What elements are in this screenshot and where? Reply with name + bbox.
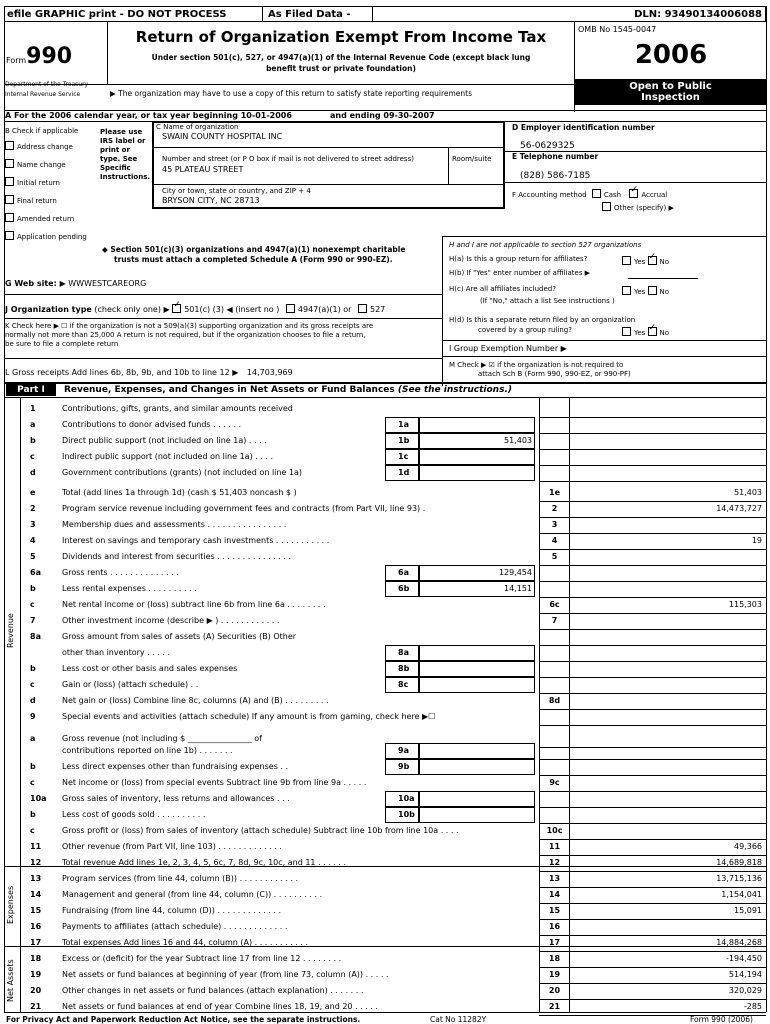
form-subtitle-2: benefit trust or private foundation) — [266, 64, 416, 73]
subline-amount: 14,151 — [504, 584, 532, 593]
line-amount: 1,154,041 — [721, 890, 762, 899]
ein-label: D Employer identification number — [512, 123, 655, 132]
row-number: 16 — [30, 922, 42, 931]
subline-label: 10b — [398, 810, 415, 819]
room-suite-label: Room/suite — [452, 155, 492, 163]
row-description: Contributions to donor advised funds . . . . . . — [62, 420, 242, 429]
subline-label: 8a — [398, 648, 409, 657]
row-number: 8a — [30, 632, 41, 641]
row-number: 4 — [30, 536, 36, 545]
part-1-title: Revenue, Expenses, and Changes in Net Assets or Fund Balances (See the instructions.) — [64, 385, 512, 395]
subline-amount: 129,454 — [498, 568, 532, 577]
open-to-public-box: Open to Public Inspection — [575, 79, 766, 105]
phone-label: E Telephone number — [512, 152, 599, 161]
hd-yes-checkbox[interactable] — [622, 327, 631, 336]
form-title: Return of Organization Exempt From Income Tax — [135, 28, 547, 46]
row-number: 3 — [30, 520, 36, 529]
row-number: 10a — [30, 794, 47, 803]
line-number: 1e — [549, 488, 560, 497]
omb-number: OMB No 1545-0047 — [578, 25, 657, 34]
line-number: 20 — [548, 986, 561, 995]
form-footer: Form 990 (2006) — [690, 1015, 753, 1024]
line-number: 18 — [548, 954, 561, 963]
line-k-3: be sure to file a complete return — [5, 340, 119, 348]
row-number: c — [30, 778, 35, 787]
row-number: b — [30, 762, 36, 771]
row-description: Program service revenue including government fees and contracts (from Part VII, line 93) . — [62, 504, 426, 513]
line-number: 11 — [548, 842, 561, 851]
subline-value-box[interactable] — [419, 449, 535, 465]
row-number: 1 — [30, 404, 36, 413]
row-description: Gross profit or (loss) from sales of inventory (attach schedule) Subtract line 10b from line 10a . . . . — [62, 826, 459, 835]
line-number: 10c — [546, 826, 563, 835]
row-description: Net assets or fund balances at beginning of year (from line 73, column (A)) . . . . . — [62, 970, 389, 979]
row-description: Total (add lines 1a through 1d) (cash $ 51,403 noncash $ ) — [62, 488, 297, 497]
subline-value-box[interactable] — [419, 417, 535, 433]
row-number: b — [30, 664, 36, 673]
4947-checkbox[interactable] — [286, 304, 295, 313]
row-description: Gross sales of inventory, less returns and allowances . . . — [62, 794, 290, 803]
side-label-revenue: Revenue — [6, 613, 15, 648]
row-number: d — [30, 468, 36, 477]
accrual-checkbox[interactable] — [629, 189, 638, 198]
row-description: Payments to affiliates (attach schedule) . . . . . . . . . . . . . — [62, 922, 288, 931]
row-number: 18 — [30, 954, 42, 963]
subline-value-box[interactable] — [419, 645, 535, 661]
ein-value: 56-0629325 — [520, 141, 575, 151]
row-description: Gain or (loss) (attach schedule) . . — [62, 680, 199, 689]
cash-checkbox[interactable] — [592, 189, 601, 198]
line-number: 7 — [551, 616, 558, 625]
row-number: a — [30, 420, 36, 429]
row-description: Fundraising (from line 44, column (D)) . . . . . . . . . . . . . — [62, 906, 282, 915]
line-m-2: attach Sch B (Form 990, 990-EZ, or 990-PF) — [478, 370, 631, 378]
subline-value-box[interactable] — [419, 661, 535, 677]
subline-value-box[interactable] — [419, 759, 535, 775]
subline-label: 1d — [398, 468, 410, 477]
row-description: Less direct expenses other than fundraising expenses . . — [62, 762, 289, 771]
line-number: 12 — [548, 858, 561, 867]
row-description: Government contributions (grants) (not included on line 1a) — [62, 468, 303, 477]
line-number: 3 — [551, 520, 558, 529]
line-m-1: M Check ▶ ☑ if the organization is not required to — [449, 361, 624, 369]
please-use-irs-label: Please use IRS label or print or type. See Specific Instructions. — [100, 128, 151, 181]
h-i-header: H and I are not applicable to section 527 organizations — [449, 241, 642, 249]
irs-label: Internal Revenue Service — [5, 91, 81, 98]
row-description: Total revenue Add lines 1e, 2, 3, 4, 5, 6c, 7, 8d, 9c, 10c, and 11 . . . . . . — [62, 858, 347, 867]
row-number: 13 — [30, 874, 42, 883]
line-number: 5 — [551, 552, 558, 561]
hc-yes-checkbox[interactable] — [622, 286, 631, 295]
line-number: 4 — [551, 536, 558, 545]
line-amount: 51,403 — [734, 488, 762, 497]
row-description: Other changes in net assets or fund balances (attach explanation) . . . . . . . — [62, 986, 364, 995]
subline-value-box[interactable] — [419, 465, 535, 481]
527-checkbox[interactable] — [358, 304, 367, 313]
line-k-1: K Check here ▶ ☐ if the organization is not a 509(a)(3) supporting organization and its gross receipts are — [5, 322, 374, 330]
line-amount: 15,091 — [734, 906, 762, 915]
row-number: 20 — [30, 986, 42, 995]
row-description: Gross revenue (not including $ ________________ of — [62, 734, 263, 743]
line-amount: 14,689,818 — [716, 858, 762, 867]
line-amount: -194,450 — [726, 954, 762, 963]
city-label: City or town, state or country, and ZIP + 4 — [162, 187, 311, 195]
row-description: Contributions, gifts, grants, and similar amounts received — [62, 404, 293, 413]
row-description: Direct public support (not included on line 1a) . . . . — [62, 436, 267, 445]
catalog-number: Cat No 11282Y — [430, 1015, 487, 1024]
row-number: c — [30, 826, 35, 835]
org-name: SWAIN COUNTY HOSPITAL INC — [162, 132, 283, 141]
row-number: b — [30, 436, 36, 445]
section-501-note-2: trusts must attach a completed Schedule A (Form 990 or 990-EZ). — [114, 255, 393, 264]
line-number: 17 — [548, 938, 561, 947]
efile-label: efile GRAPHIC print - DO NOT PROCESS — [7, 9, 227, 20]
line-amount: 13,715,136 — [716, 874, 762, 883]
ha-answers: Yes ✓ No — [622, 256, 669, 266]
gross-receipts: L Gross receipts Add lines 6b, 8b, 9b, and 10b to line 12 ▶ 14,703,969 — [5, 368, 293, 377]
row-number: c — [30, 680, 35, 689]
hc-no-checkbox[interactable] — [648, 286, 657, 295]
subline-label: 10a — [398, 794, 415, 803]
check-final-return[interactable]: Final return — [5, 195, 57, 205]
subline-label: 9a — [398, 746, 409, 755]
form-subtitle-1: Under section 501(c), 527, or 4947(a)(1) of the Internal Revenue Code (except black lung — [151, 53, 531, 62]
hc-note: (If "No," attach a list See instructions ) — [480, 297, 615, 305]
row-description: Special events and activities (attach schedule) If any amount is from gaming, check here ▶☐ — [62, 712, 436, 721]
row-number: 12 — [30, 858, 42, 867]
ha-question: H(a) Is this a group return for affiliates? — [449, 255, 588, 263]
row-description: other than inventory . . . . . — [62, 648, 171, 657]
city-state-zip: BRYSON CITY, NC 28713 — [162, 196, 260, 205]
tax-year: 2006 — [634, 40, 708, 70]
row-description: contributions reported on line 1b) . . . . . . . — [62, 746, 233, 755]
row-description: Program services (from line 44, column (B)) . . . . . . . . . . . . — [62, 874, 299, 883]
row-number: 14 — [30, 890, 42, 899]
hb-question: H(b) If "Yes" enter number of affiliates ▶ — [449, 269, 591, 277]
subline-label: 6b — [398, 584, 410, 593]
row-number: 5 — [30, 552, 36, 561]
line-number: 21 — [548, 1002, 561, 1011]
website: G Web site: ▶ WWWESTCAREORG — [5, 279, 147, 288]
side-label-expenses: Expenses — [6, 885, 15, 924]
line-amount: -285 — [743, 1002, 762, 1011]
row-number: c — [30, 452, 35, 461]
hc-answers: Yes No — [622, 286, 669, 296]
hd-no-checkbox[interactable] — [648, 327, 657, 336]
line-number: 8d — [548, 696, 561, 705]
line-number: 16 — [548, 922, 561, 931]
line-number: 14 — [548, 890, 561, 899]
check-name-change[interactable]: Name change — [5, 159, 66, 169]
row-number: 11 — [30, 842, 42, 851]
line-number: 2 — [551, 504, 558, 513]
row-description: Net rental income or (loss) subtract line 6b from line 6a . . . . . . . . — [62, 600, 326, 609]
hd-answers: Yes ✓ No — [622, 327, 669, 337]
row-description: Gross rents . . . . . . . . . . . . . . — [62, 568, 179, 577]
phone-value: (828) 586-7185 — [520, 171, 591, 181]
line-amount: 14,473,727 — [716, 504, 762, 513]
row-number: b — [30, 810, 36, 819]
row-description: Excess or (deficit) for the year Subtract line 17 from line 12 . . . . . . . . — [62, 954, 342, 963]
subline-label: 8c — [398, 680, 409, 689]
section-501-note-1: ◆ Section 501(c)(3) organizations and 4947(a)(1) nonexempt charitable — [102, 245, 406, 254]
subline-label: 9b — [398, 762, 410, 771]
check-initial-return[interactable]: Initial return — [5, 177, 60, 187]
subline-value-box[interactable] — [419, 743, 535, 759]
row-description: Less rental expenses . . . . . . . . . . — [62, 584, 197, 593]
ha-yes-checkbox[interactable] — [622, 256, 631, 265]
row-number: 9 — [30, 712, 36, 721]
row-number: 19 — [30, 970, 42, 979]
subline-label: 8b — [398, 664, 410, 673]
line-number: 19 — [548, 970, 561, 979]
hd-question-2: covered by a group ruling? — [478, 326, 572, 334]
check-amended-return[interactable]: Amended return — [5, 213, 74, 223]
row-number: b — [30, 584, 36, 593]
row-description: Management and general (from line 44, column (C)) . . . . . . . . . . — [62, 890, 323, 899]
state-reporting-note: ▶ The organization may have to use a copy of this return to satisfy state reporting requirements — [110, 89, 472, 98]
row-description: Dividends and interest from securities . . . . . . . . . . . . . . . — [62, 552, 291, 561]
row-number: 6a — [30, 568, 41, 577]
line-amount: 514,194 — [728, 970, 762, 979]
row-description: Less cost or other basis and sales expenses — [62, 664, 238, 673]
line-number: 6c — [549, 600, 560, 609]
row-number: d — [30, 696, 36, 705]
as-filed-label: As Filed Data - — [268, 9, 351, 20]
side-column-rule — [20, 397, 21, 1012]
check-application-pending[interactable]: Application pending — [5, 231, 87, 241]
part-1-tag: Part I — [6, 384, 56, 396]
line-amount: 14,884,268 — [716, 938, 762, 947]
org-name-label: C Name of organization — [156, 123, 239, 131]
row-description: Net assets or fund balances at end of year Combine lines 18, 19, and 20 . . . . . — [62, 1002, 378, 1011]
check-applicable-label: B Check if applicable — [5, 127, 79, 135]
hd-question-1: H(d) Is this a separate return filed by an organization — [449, 316, 636, 324]
line-amount: 320,029 — [728, 986, 762, 995]
line-amount: 115,303 — [728, 600, 762, 609]
line-amount: 49,366 — [734, 842, 762, 851]
line-a-ending: and ending 09-30-2007 — [330, 111, 435, 120]
organization-type: J Organization type (check only one) ▶ ✓ 501(c) (3) ◀ (insert no ) 4947(a)(1) or 527 — [5, 304, 385, 314]
row-description: Indirect public support (not included on line 1a) . . . . — [62, 452, 274, 461]
row-number: c — [30, 600, 35, 609]
subline-value-box[interactable] — [419, 791, 535, 807]
line-amount: 19 — [751, 536, 762, 545]
side-label-net-assets: Net Assets — [6, 959, 15, 1002]
subline-value-box[interactable] — [419, 677, 535, 693]
dept-treasury: Department of the Treasury — [5, 81, 89, 88]
row-description: Net gain or (loss) Combine line 8c, columns (A) and (B) . . . . . . . . . — [62, 696, 329, 705]
line-number: 9c — [549, 778, 560, 787]
subline-label: 1a — [398, 420, 409, 429]
row-description: Total expenses Add lines 16 and 44, column (A) . . . . . . . . . . . — [62, 938, 309, 947]
row-number: 2 — [30, 504, 36, 513]
row-description: Interest on savings and temporary cash investments . . . . . . . . . . . — [62, 536, 330, 545]
row-number: a — [30, 734, 36, 743]
501c3-checkbox[interactable] — [172, 304, 181, 313]
street-label: Number and street (or P O box if mail is not delivered to street address) — [162, 155, 414, 163]
row-number: 21 — [30, 1002, 42, 1011]
subline-value-box[interactable] — [419, 807, 535, 823]
group-exemption-number: I Group Exemption Number ▶ — [449, 344, 567, 353]
row-description: Less cost of goods sold . . . . . . . . . . — [62, 810, 206, 819]
row-number: e — [30, 488, 36, 497]
privacy-notice: For Privacy Act and Paperwork Reduction Act Notice, see the separate instructions. — [6, 1015, 361, 1024]
other-method[interactable]: Other (specify) ▶ — [602, 202, 674, 212]
row-number: 17 — [30, 938, 42, 947]
line-a-tax-year: A For the 2006 calendar year, or tax year beginning 10-01-2006 — [5, 111, 292, 120]
line-number: 13 — [548, 874, 561, 883]
row-description: Net income or (loss) from special events Subtract line 9b from line 9a . . . . . — [62, 778, 367, 787]
row-description: Membership dues and assessments . . . . . . . . . . . . . . . . — [62, 520, 287, 529]
row-number: 15 — [30, 906, 42, 915]
subline-amount: 51,403 — [504, 436, 532, 445]
row-number: 7 — [30, 616, 36, 625]
line-number: 15 — [548, 906, 561, 915]
street-address: 45 PLATEAU STREET — [162, 165, 244, 174]
line-k-2: normally not more than 25,000 A return is not required, but if the organization chooses to file a return, — [5, 331, 366, 339]
subline-label: 1c — [398, 452, 409, 461]
hc-question: H(c) Are all affiliates included? — [449, 285, 556, 293]
subline-label: 6a — [398, 568, 409, 577]
accounting-method: F Accounting method Cash ✓ Accrual — [512, 189, 667, 199]
subline-label: 1b — [398, 436, 410, 445]
dln-label: DLN: 93490134006088 — [634, 9, 762, 20]
row-description: Other investment income (describe ▶ ) . . . . . . . . . . . . — [62, 616, 280, 625]
row-description: Gross amount from sales of assets (A) Securities (B) Other — [62, 632, 297, 641]
row-description: Other revenue (from Part VII, line 103) . . . . . . . . . . . . . — [62, 842, 282, 851]
ha-no-checkbox[interactable] — [648, 256, 657, 265]
check-address-change[interactable]: Address change — [5, 141, 73, 151]
form-number: Form990 — [6, 44, 73, 69]
